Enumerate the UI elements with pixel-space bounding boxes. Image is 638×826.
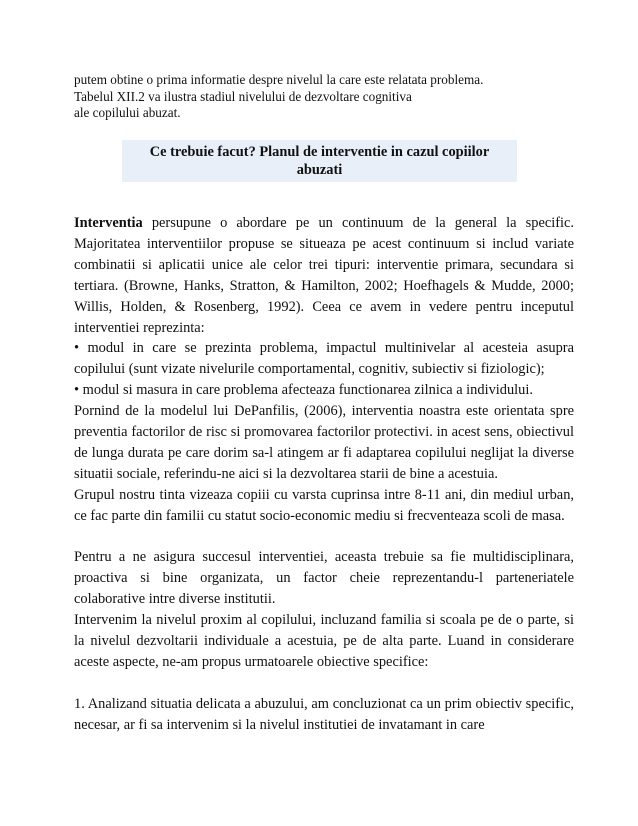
- paragraph-text: persupune o abordare pe un continuum de la general la specific. Majoritatea interventiilor propuse se situeaza pe acest continuum si includ variate combinatii si aplicatii unice ale celor trei tipuri: interventie primara, secundara si tertiara. (Browne, Hanks, Stratton, & Hamilton, 2002; Hoefhagels & Mudde, 2000; Willis, Holden, & Rosenberg, 1992). Ceea ce avem in vedere pentru inceputul interventiei reprezinta:: [74, 215, 574, 336]
- paragraph-interventia: [74, 213, 574, 338]
- section-heading-box: [122, 140, 517, 182]
- intro-paragraph: [74, 72, 574, 122]
- paragraph-spacer: [74, 673, 574, 694]
- intro-line: putem obtine o prima informatie despre nivelul la care este relatata problema.: [74, 72, 484, 87]
- section-heading: Ce trebuie facut? Planul de interventie in cazul copiilor abuzati: [149, 144, 490, 178]
- bullet-item: • modul in care se prezinta problema, impactul multinivelar al acesteia asupra copilului (sunt vizate nivelurile comportamental, cognitiv, subiectiv si fiziologic);: [74, 340, 574, 378]
- intro-line: Tabelul XII.2 va ilustra stadiul nivelului de dezvoltare cognitiva: [74, 88, 412, 104]
- numbered-paragraph: 1. Analizand situatia delicata a abuzului, am concluzionat ca un prim obiectiv specific, necesar, ar fi sa intervenim si la nivelul institutiei de invatamant in care: [74, 695, 574, 733]
- paragraph-spacer: [74, 527, 574, 548]
- intro-line: ale copilului abuzat.: [74, 105, 181, 120]
- paragraph: Intervenim la nivelul proxim al copilului, incluzand familia si scoala pe de o parte, si la nivelul dezvoltarii individuale a acestuia, pe de alta parte. Luand in considerare aceste aspecte, ne-am propus urmatoarele obiective specifice:: [74, 612, 574, 671]
- document-body: [74, 213, 574, 736]
- paragraph: Pentru a ne asigura succesul interventiei, aceasta trebuie sa fie multidisciplinara, proactiva si bine organizata, un factor cheie reprezentandu-l parteneriatele colaborative intre diverse institutii.: [74, 549, 574, 608]
- bullet-item: • modul si masura in care problema afecteaza functionarea zilnica a individului.: [74, 382, 533, 399]
- lead-term: Interventia: [74, 215, 143, 231]
- paragraph: Pornind de la modelul lui DePanfilis, (2006), interventia noastra este orientata spre preventia factorilor de risc si promovarea factorilor protectivi. in acest sens, obiectivul de lunga durata pe care dorim sa-l atingem ar fi adaptarea copilului neglijat la diverse situatii sociale, referindu-ne aici si la dezvoltarea starii de bine a acestuia.: [74, 403, 574, 482]
- paragraph: Grupul nostru tinta vizeaza copiii cu varsta cuprinsa intre 8-11 ani, din mediul urban, ce fac parte din familii cu statut socio-economic mediu si frecventeaza scoli de masa.: [74, 486, 574, 524]
